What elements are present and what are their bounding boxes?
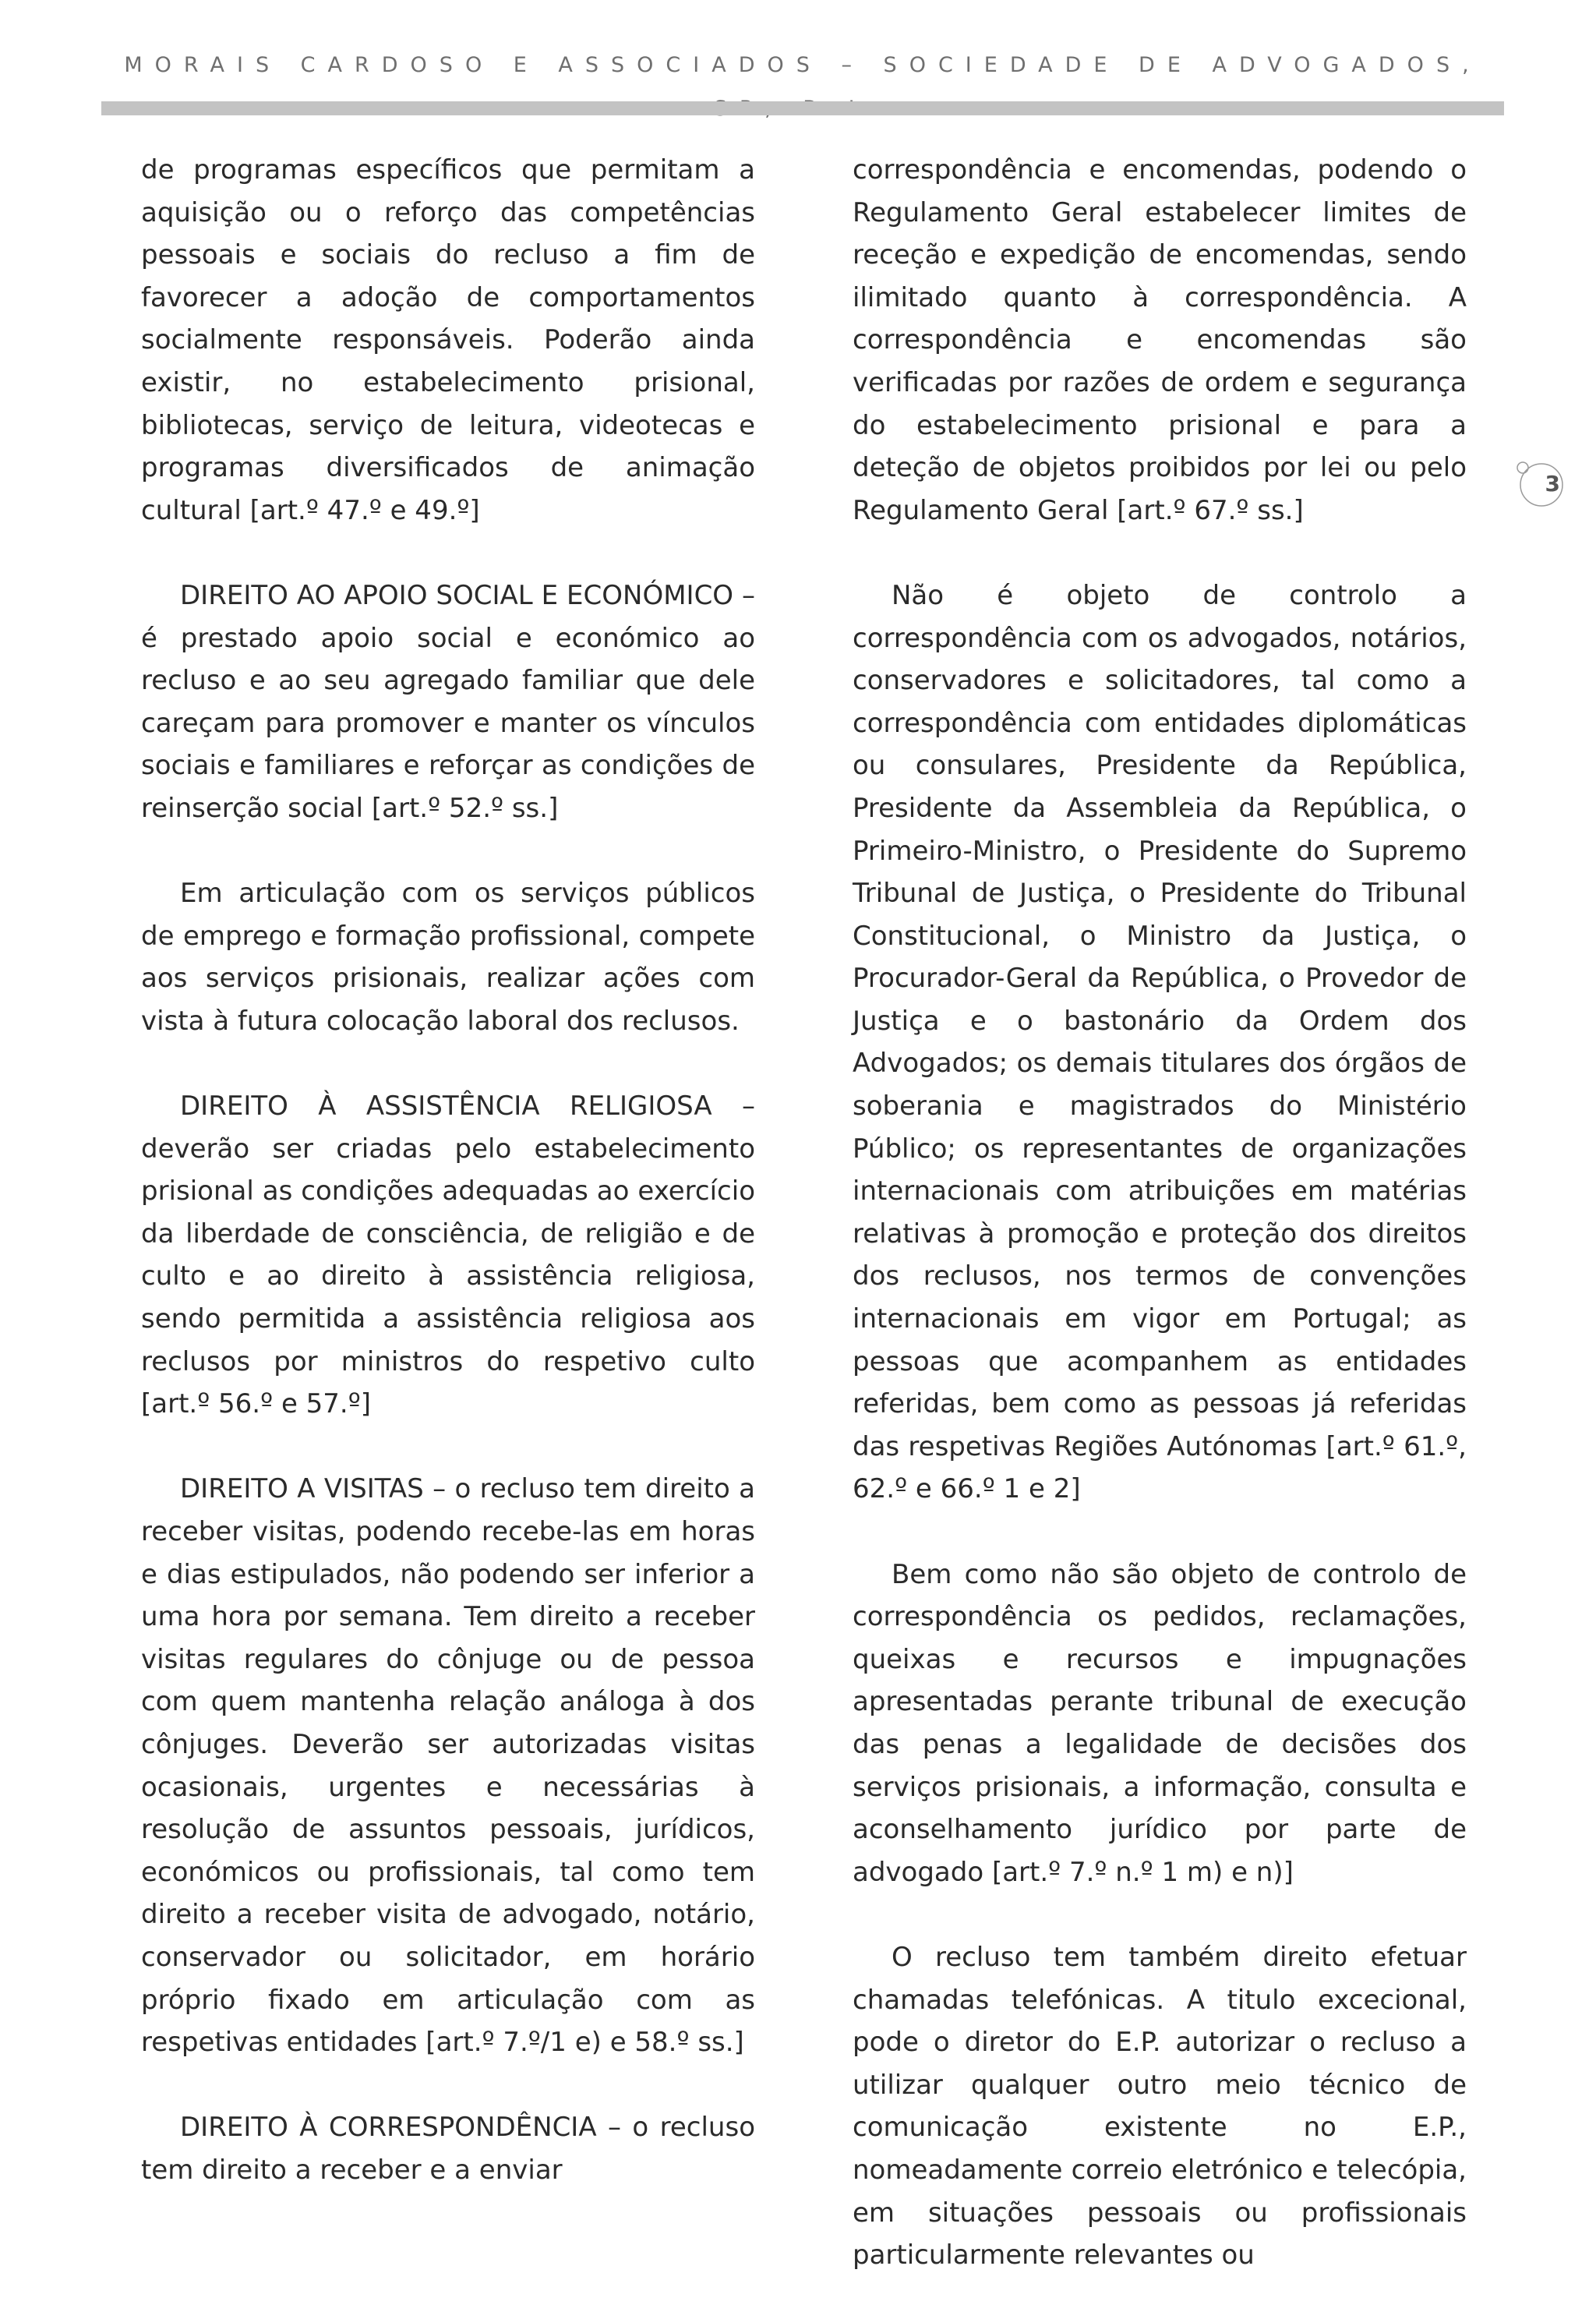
left-column — [141, 149, 755, 2234]
right-column — [853, 149, 1467, 2319]
paragraph: DIREITO À ASSISTÊNCIA RELIGIOSA – deverão ser criadas pelo estabelecimento prisional as condições adequadas ao exercício da liberdade de consciência, de religião e de culto e ao direito à assistência religiosa, sendo permitida a assistência religiosa aos reclusos por ministros do respetivo culto [art.º 56.º e 57.º] — [141, 1091, 755, 1420]
page-number: 3 — [1545, 471, 1560, 497]
paragraph: Bem como não são objeto de controlo de correspondência os pedidos, reclamações, queixas e recursos e impugnações apresentadas perante tribunal de execução das penas a legalidade de decisões dos serviços prisionais, a informação, consulta e aconselhamento jurídico por parte de advogado [art.º 7.º n.º 1 m) e n)] — [853, 1558, 1467, 1888]
page-number-badge — [1513, 458, 1563, 508]
paragraph: O recluso tem também direito efetuar chamadas telefónicas. A titulo excecional, pode o diretor do E.P. autorizar o recluso a utilizar qualquer outro meio técnico de comunicação existente no E.P., nomeadamente correio eletrónico e telecópia, em situações pessoais ou profissionais particularmente relevantes ou — [853, 1941, 1467, 2271]
paragraph: DIREITO À CORRESPONDÊNCIA – o recluso tem direito a receber e a enviar — [141, 2112, 755, 2186]
page-header: MORAIS CARDOSO E ASSOCIADOS – SOCIEDADE DE ADVOGADOS, — [124, 53, 1481, 77]
paragraph: de programas específicos que permitam a aquisição ou o reforço das competências pessoais e sociais do recluso a fim de favorecer a adoção de comportamentos socialmente responsáveis. Poderão ainda existir, no estabelecimento prisional, bibliotecas, serviço de leitura, videotecas e programas diversificados de animação cultural [art.º 47.º e 49.º] — [141, 154, 755, 526]
paragraph: DIREITO AO APOIO SOCIAL E ECONÓMICO – é prestado apoio social e económico ao recluso e ao seu agregado familiar que dele careçam para promover e manter os vínculos sociais e familiares e reforçar as condições de reinserção social [art.º 52.º ss.] — [141, 579, 755, 824]
paragraph: Não é objeto de controlo a correspondência com os advogados, notários, conservadores e solicitadores, tal como a correspondência com entidades diplomáticas ou consulares, Presidente da República, Presidente da Assembleia da República, o Primeiro-Ministro, o Presidente do Supremo Tribunal de Justiça, o Presidente do Tribunal Constitucional, o Ministro da Justiça, o Procurador-Geral da República, o Provedor de Justiça e o bastonário da Ordem dos Advogados; os demais titulares dos órgãos de soberania e magistrados do Ministério Público; os representantes de organizações internacionais com atribuições em matérias relativas à promoção e proteção dos direitos dos reclusos, nos termos de convenções internacionais em vigor em Portugal; as pessoas que acompanhem as entidades referidas, bem como as pessoas já referidas das respetivas Regiões Autónomas [art.º 61.º, 62.º e 66.º 1 e 2] — [853, 579, 1467, 1505]
paragraph: DIREITO A VISITAS – o recluso tem direito a receber visitas, podendo recebe-las em horas e dias estipulados, não podendo ser inferior a uma hora por semana. Tem direito a receber visitas regulares do cônjuge ou de pessoa com quem mantenha relação análoga à dos cônjuges. Deverão ser autorizadas visitas ocasionais, urgentes e necessárias à resolução de assuntos pessoais, jurídicos, económicos ou profissionais, tal como tem direito a receber visita de advogado, notário, conservador ou solicitador, em horário próprio fixado em articulação com as respetivas entidades [art.º 7.º/1 e) e 58.º ss.] — [141, 1473, 755, 2059]
paragraph: correspondência e encomendas, podendo o Regulamento Geral estabelecer limites de receção e expedição de encomendas, sendo ilimitado quanto à correspondência. A correspondência e encomendas são verificadas por razões de ordem e segurança do estabelecimento prisional e para a deteção de objetos proibidos por lei ou pelo Regulamento Geral [art.º 67.º ss.] — [853, 154, 1467, 526]
header-rule — [101, 101, 1504, 115]
paragraph: Em articulação com os serviços públicos de emprego e formação profissional, compete aos serviços prisionais, realizar ações com vista à futura colocação laboral dos reclusos. — [141, 878, 755, 1037]
